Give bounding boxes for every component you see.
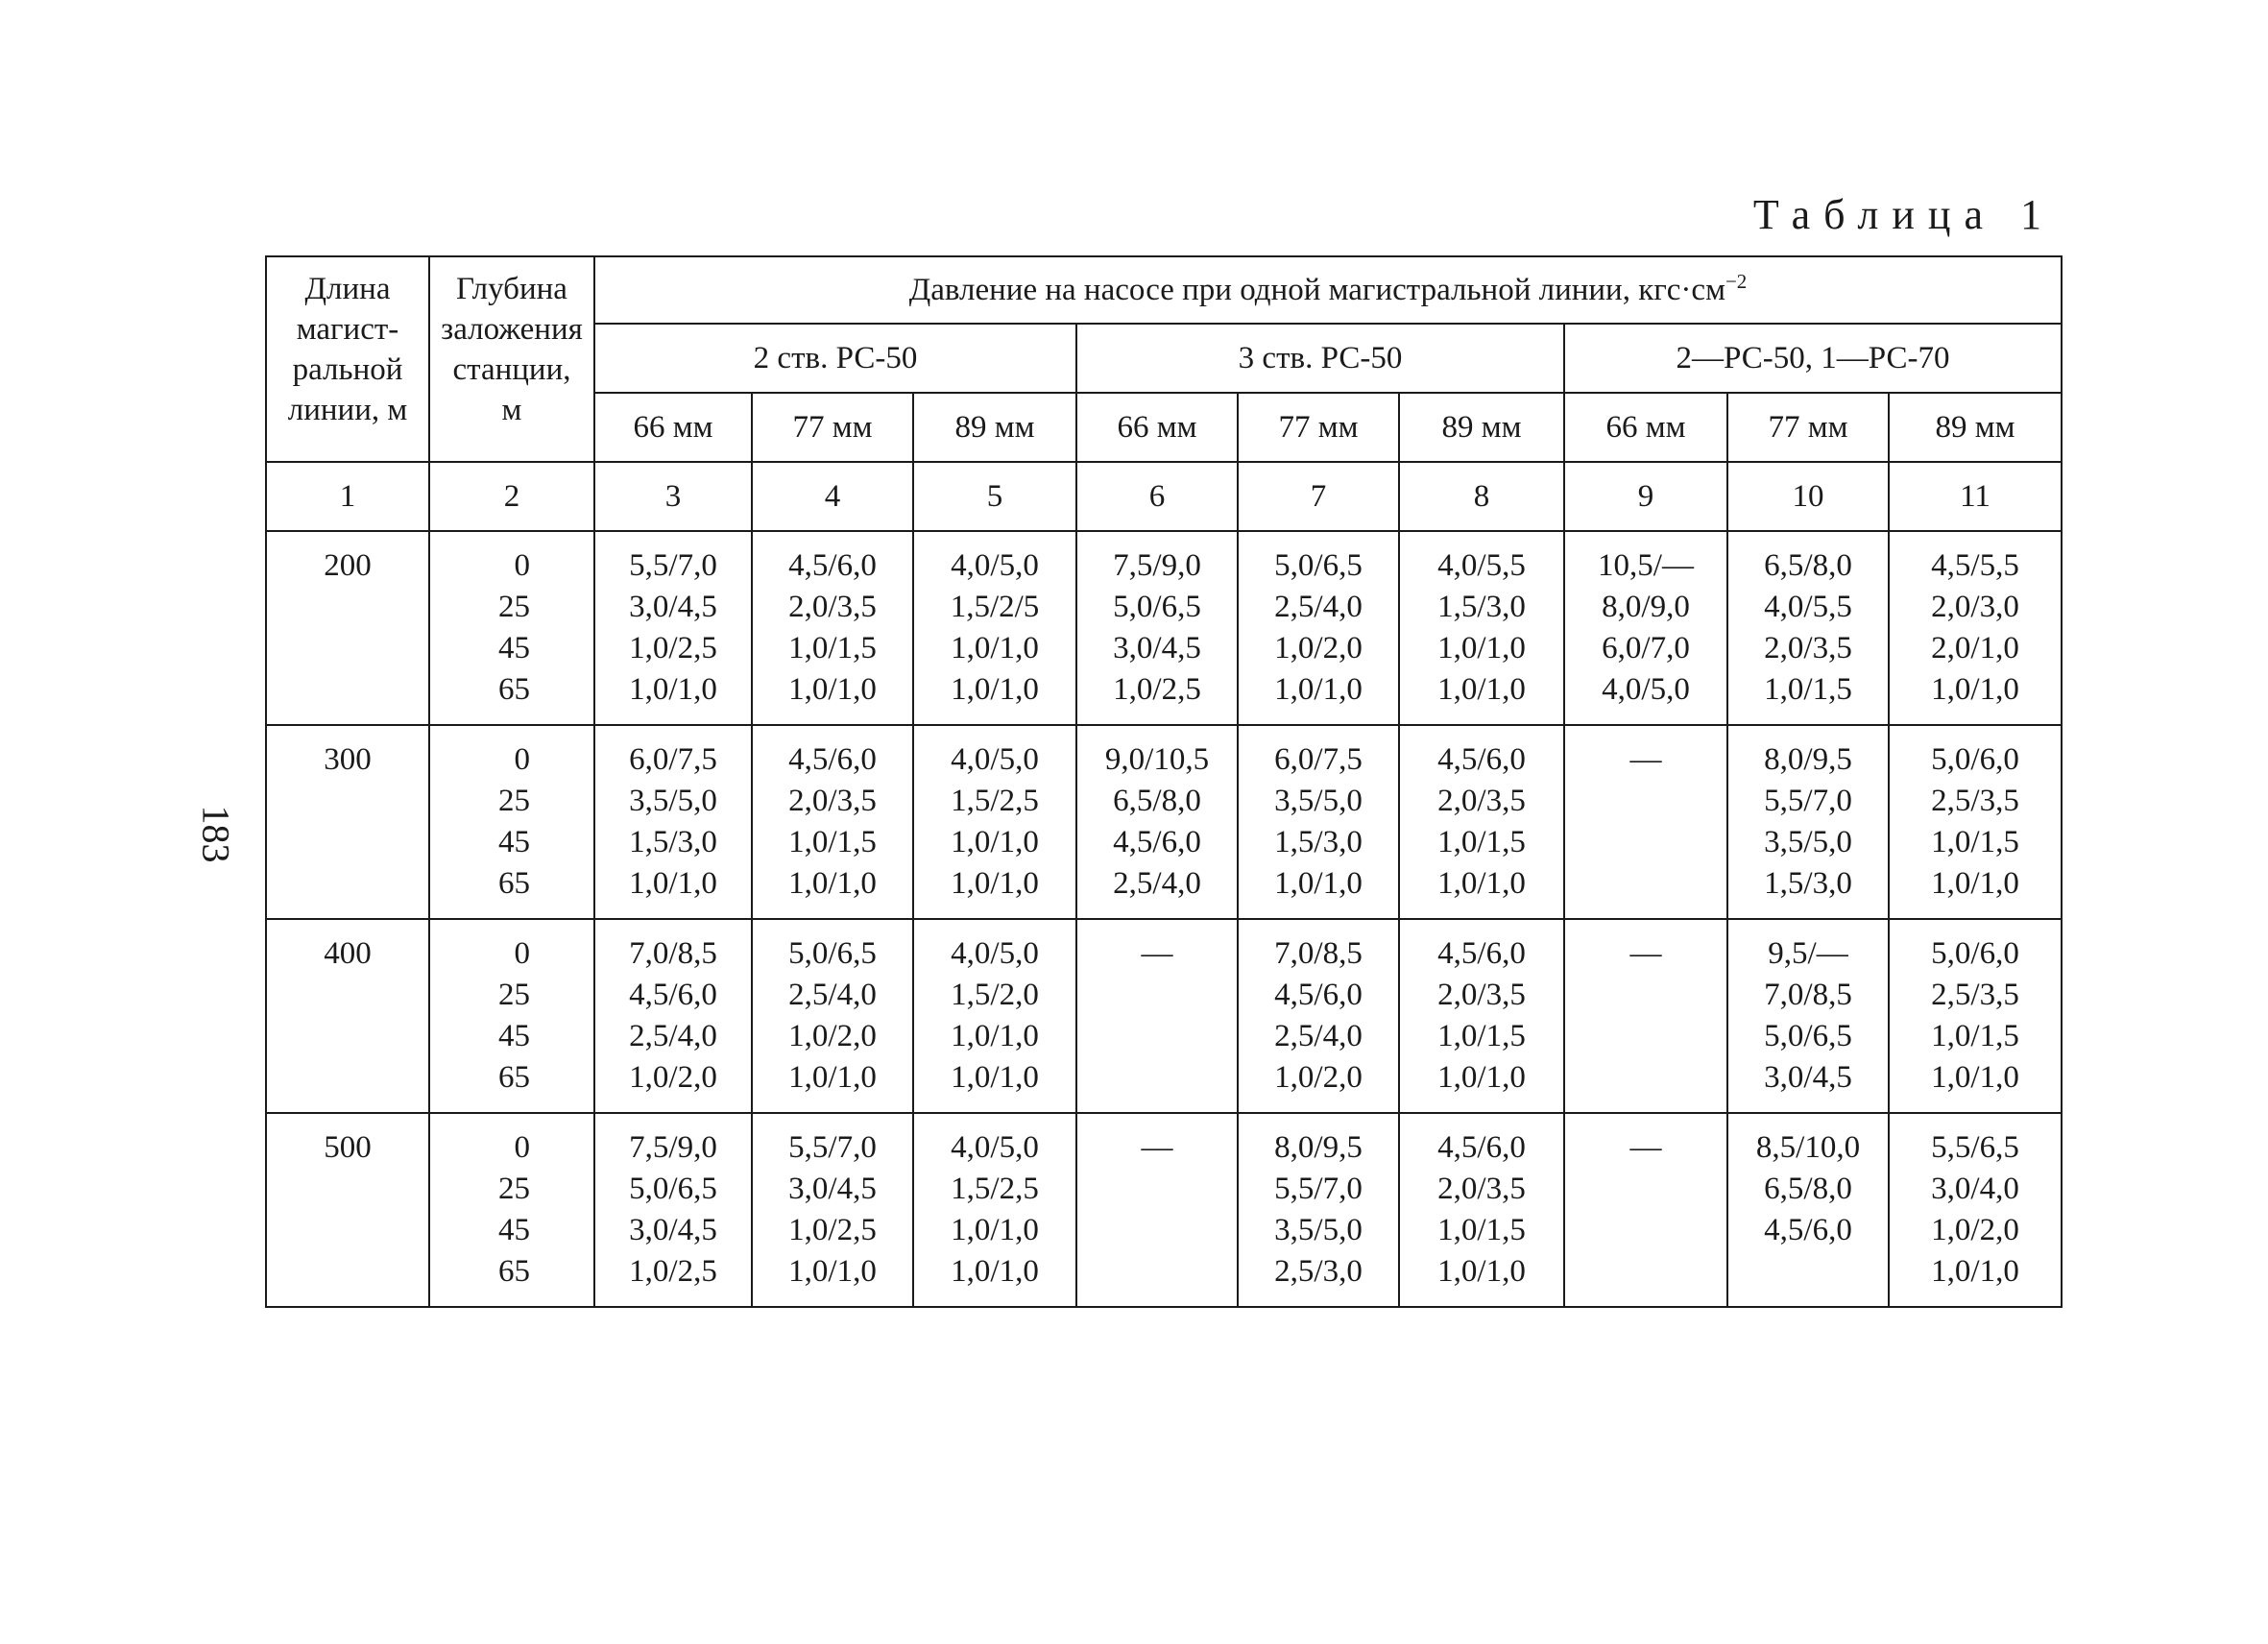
pressure-value: 1,0/1,0: [951, 866, 1039, 901]
header-depth-cell: [429, 256, 594, 462]
table-caption: Таблица 1: [1752, 191, 2055, 238]
pressure-value: 2,0/3,5: [788, 590, 877, 624]
pressure-value: 4,5/6,0: [629, 978, 717, 1012]
pressure-value: 7,5/9,0: [629, 1130, 717, 1165]
page-number: 183: [194, 805, 238, 863]
pressure-value: 2,5/3,5: [1931, 784, 2019, 818]
pressure-cell: [594, 725, 752, 919]
length-cell: [266, 919, 429, 1113]
pressure-cell: [913, 919, 1076, 1113]
pressure-value: 4,5/6,0: [1113, 825, 1201, 859]
pressure-value: 3,0/4,5: [1764, 1060, 1852, 1095]
pressure-value: 7,0/8,5: [1764, 978, 1852, 1012]
pressure-value: 1,5/3,0: [1437, 590, 1526, 624]
depth-value: 25: [498, 590, 530, 624]
pressure-value: 6,0/7,0: [1602, 631, 1690, 665]
pressure-value: 5,0/6,5: [1274, 548, 1363, 583]
header-depth-line: заложения: [441, 312, 583, 347]
pressure-value: 1,0/2,5: [629, 631, 717, 665]
header-length-line: линии, м: [287, 393, 408, 427]
depth-value: 45: [498, 825, 530, 859]
depth-cell: [429, 725, 594, 919]
header-diameter-cell: 77 мм: [752, 393, 913, 462]
pressure-value: 5,0/6,0: [1931, 742, 2019, 777]
pressure-value: 5,0/6,5: [629, 1172, 717, 1206]
pressure-value: 1,0/1,0: [1437, 1254, 1526, 1289]
header-diameter-cell: 66 мм: [1076, 393, 1238, 462]
pressure-value: 2,5/3,0: [1274, 1254, 1363, 1289]
pressure-cell: [1399, 531, 1564, 725]
pressure-value: 2,5/4,0: [1113, 866, 1201, 901]
header-length-line: Длина: [304, 272, 391, 306]
pressure-value: 1,0/1,5: [1931, 825, 2019, 859]
header-depth-line: Глубина: [456, 272, 567, 306]
pressure-value: 4,5/5,5: [1931, 548, 2019, 583]
pressure-value: 1,0/1,0: [1274, 672, 1363, 707]
pressure-value: 1,0/1,0: [951, 1254, 1039, 1289]
pressure-value: 1,0/2,0: [1931, 1213, 2019, 1247]
depth-value: 45: [498, 1019, 530, 1053]
pressure-value: 1,0/1,0: [1437, 1060, 1526, 1095]
pressure-value: 1,0/1,0: [629, 672, 717, 707]
column-number-cell: 8: [1399, 462, 1564, 531]
pressure-value: 1,0/1,0: [951, 825, 1039, 859]
pressure-value: 1,0/1,0: [951, 631, 1039, 665]
pressure-value: 2,0/3,0: [1931, 590, 2019, 624]
pressure-cell: [1399, 1113, 1564, 1307]
pressure-value: 3,5/5,0: [1764, 825, 1852, 859]
pressure-cell: [1076, 531, 1238, 725]
pressure-value: 1,0/2,0: [1274, 631, 1363, 665]
pressure-value: 8,0/9,5: [1274, 1130, 1363, 1165]
length-cell: [266, 725, 429, 919]
pressure-value: 2,5/4,0: [1274, 590, 1363, 624]
pressure-value: 3,5/5,0: [1274, 784, 1363, 818]
header-diameter-cell: 89 мм: [913, 393, 1076, 462]
depth-value: 0: [514, 548, 530, 583]
pressure-value: 8,5/10,0: [1755, 1130, 1861, 1165]
depth-value: 25: [498, 784, 530, 818]
pressure-value: 3,0/4,5: [788, 1172, 877, 1206]
pressure-value: 5,0/6,5: [788, 936, 877, 971]
pressure-value: 1,0/1,0: [788, 1254, 877, 1289]
pressure-value: 6,5/8,0: [1764, 548, 1852, 583]
pressure-value: 4,5/6,0: [1437, 936, 1526, 971]
header-length-cell: [266, 256, 429, 462]
pressure-value: 1,0/1,0: [1437, 631, 1526, 665]
pressure-value: 2,5/4,0: [1274, 1019, 1363, 1053]
pressure-cell: [1889, 531, 2062, 725]
pressure-value: 1,0/1,5: [1437, 1019, 1526, 1053]
pressure-value: 3,0/4,5: [629, 1213, 717, 1247]
column-number-row: [266, 462, 2062, 531]
pressure-value: 8,0/9,0: [1602, 590, 1690, 624]
pressure-value: 5,5/7,0: [1274, 1172, 1363, 1206]
pressure-value: 1,5/2,5: [951, 784, 1039, 818]
pressure-value: 1,0/1,0: [1931, 866, 2019, 901]
pressure-cell: [1564, 1113, 1727, 1307]
pressure-value: 1,0/2,5: [1113, 672, 1201, 707]
depth-value: 25: [498, 978, 530, 1012]
pressure-value: 7,0/8,5: [1274, 936, 1363, 971]
pressure-value: 5,0/6,5: [1113, 590, 1201, 624]
pressure-value: 4,0/5,0: [951, 742, 1039, 777]
pressure-value: 1,0/2,5: [629, 1254, 717, 1289]
table-row: [266, 531, 2062, 725]
header-group-2: 3 ств. РС-50: [1076, 324, 1564, 393]
pressure-value: 4,5/6,0: [788, 548, 877, 583]
pressure-value: 2,5/4,0: [788, 978, 877, 1012]
depth-value: 65: [498, 1060, 530, 1095]
pressure-cell: [1238, 725, 1399, 919]
pressure-value: 1,0/1,0: [951, 672, 1039, 707]
pressure-value: 3,5/5,0: [629, 784, 717, 818]
pressure-value: —: [1141, 936, 1173, 971]
pressure-value: 1,5/2,5: [951, 1172, 1039, 1206]
pressure-value: 2,0/3,5: [1764, 631, 1852, 665]
pressure-cell: [1399, 725, 1564, 919]
pressure-cell: [1238, 531, 1399, 725]
pressure-value: 1,0/1,0: [1931, 1060, 2019, 1095]
header-pressure-unit-exp: −2: [1725, 270, 1748, 293]
depth-cell: [429, 1113, 594, 1307]
depth-value: 65: [498, 866, 530, 901]
header-pressure-cell: [594, 256, 2062, 324]
column-number-cell: 4: [752, 462, 913, 531]
pressure-value: 3,0/4,5: [629, 590, 717, 624]
pressure-value: 1,0/1,0: [1931, 1254, 2019, 1289]
pressure-cell: [1076, 1113, 1238, 1307]
pressure-value: 1,0/1,0: [951, 1060, 1039, 1095]
header-pressure-title: Давление на насосе при одной магистральной линии, кгс·см: [908, 273, 1725, 307]
pressure-value: 1,0/2,0: [788, 1019, 877, 1053]
pressure-value: 1,0/2,0: [1274, 1060, 1363, 1095]
pressure-cell: [1564, 531, 1727, 725]
header-diameter-cell: 89 мм: [1399, 393, 1564, 462]
pressure-cell: [913, 1113, 1076, 1307]
pressure-cell: [1076, 919, 1238, 1113]
depth-cell: [429, 919, 594, 1113]
pressure-value: 4,0/5,0: [951, 936, 1039, 971]
column-number-cell: 3: [594, 462, 752, 531]
pressure-cell: [1727, 1113, 1889, 1307]
pressure-value: 4,5/6,0: [1437, 1130, 1526, 1165]
pressure-cell: [594, 1113, 752, 1307]
pressure-value: 1,0/1,0: [1437, 866, 1526, 901]
pressure-value: 1,0/1,5: [788, 631, 877, 665]
pressure-cell: [1564, 725, 1727, 919]
pressure-value: 9,0/10,5: [1104, 742, 1210, 777]
column-number-cell: 2: [429, 462, 594, 531]
length-value: 200: [324, 548, 372, 583]
table-row: [266, 1113, 2062, 1307]
pressure-cell: [913, 725, 1076, 919]
header-depth-line: станции,: [452, 352, 571, 387]
length-cell: [266, 531, 429, 725]
pressure-value: 2,0/3,5: [788, 784, 877, 818]
pressure-value: 4,0/5,0: [951, 548, 1039, 583]
pressure-value: 1,5/3,0: [1274, 825, 1363, 859]
pressure-value: 1,0/1,5: [1931, 1019, 2019, 1053]
pressure-value: 5,5/6,5: [1931, 1130, 2019, 1165]
pressure-value: —: [1629, 936, 1662, 971]
pressure-value: 2,0/3,5: [1437, 784, 1526, 818]
depth-value: 0: [514, 742, 530, 777]
length-value: 400: [324, 936, 372, 971]
pressure-value: 6,5/8,0: [1764, 1172, 1852, 1206]
pressure-value: 1,0/1,0: [1931, 672, 2019, 707]
pressure-cell: [594, 919, 752, 1113]
pressure-value: 3,5/5,0: [1274, 1213, 1363, 1247]
column-number-cell: 6: [1076, 462, 1238, 531]
length-value: 500: [324, 1130, 372, 1165]
pressure-value: 1,0/1,0: [629, 866, 717, 901]
depth-value: 0: [514, 936, 530, 971]
pressure-value: 1,5/2,0: [951, 978, 1039, 1012]
header-diameter-cell: 77 мм: [1238, 393, 1399, 462]
pressure-value: 4,5/6,0: [1437, 742, 1526, 777]
pressure-value: 2,5/4,0: [629, 1019, 717, 1053]
pressure-value: 6,0/7,5: [629, 742, 717, 777]
pressure-cell: [1889, 919, 2062, 1113]
column-number-cell: 9: [1564, 462, 1727, 531]
column-number-cell: 7: [1238, 462, 1399, 531]
pressure-cell: [752, 1113, 913, 1307]
pressure-cell: [1889, 725, 2062, 919]
pressure-value: 5,5/7,0: [629, 548, 717, 583]
header-diameter-cell: 77 мм: [1727, 393, 1889, 462]
header-diameter-cell: 89 мм: [1889, 393, 2062, 462]
pressure-cell: [1238, 919, 1399, 1113]
pressure-cell: [1399, 919, 1564, 1113]
pressure-value: 9,5/—: [1768, 936, 1848, 971]
pressure-value: 1,0/1,0: [788, 1060, 877, 1095]
column-number-cell: 10: [1727, 462, 1889, 531]
pressure-value: 1,5/3,0: [1764, 866, 1852, 901]
header-group-3: 2—РС-50, 1—РС-70: [1564, 324, 2062, 393]
pressure-value: 4,0/5,0: [1602, 672, 1690, 707]
pressure-value: 1,0/1,0: [951, 1213, 1039, 1247]
pressure-value: 1,0/1,0: [1437, 672, 1526, 707]
pressure-value: 4,5/6,0: [1274, 978, 1363, 1012]
header-group-1: 2 ств. РС-50: [594, 324, 1076, 393]
pressure-value: 2,0/1,0: [1931, 631, 2019, 665]
pressure-value: 1,0/1,5: [788, 825, 877, 859]
pressure-value: 6,0/7,5: [1274, 742, 1363, 777]
pressure-cell: [1889, 1113, 2062, 1307]
pressure-value: 2,5/3,5: [1931, 978, 2019, 1012]
depth-value: 0: [514, 1130, 530, 1165]
pressure-value: 1,0/1,0: [951, 1019, 1039, 1053]
pressure-value: 1,0/1,0: [788, 672, 877, 707]
pressure-value: 2,0/3,5: [1437, 1172, 1526, 1206]
pressure-value: 1,0/2,5: [788, 1213, 877, 1247]
pressure-value: —: [1141, 1130, 1173, 1165]
table-row: [266, 919, 2062, 1113]
pressure-value: 4,5/6,0: [1764, 1213, 1852, 1247]
pressure-cell: [752, 531, 913, 725]
length-value: 300: [324, 742, 372, 777]
header-diameter-cell: 66 мм: [1564, 393, 1727, 462]
pressure-value: 5,0/6,0: [1931, 936, 2019, 971]
pressure-value: 1,0/2,0: [629, 1060, 717, 1095]
pressure-value: 1,0/1,0: [788, 866, 877, 901]
pressure-value: 8,0/9,5: [1764, 742, 1852, 777]
depth-value: 65: [498, 1254, 530, 1289]
pressure-value: —: [1629, 1130, 1662, 1165]
pressure-cell: [1564, 919, 1727, 1113]
pressure-cell: [1076, 725, 1238, 919]
pressure-value: 4,0/5,5: [1437, 548, 1526, 583]
pressure-value: 4,0/5,5: [1764, 590, 1852, 624]
pressure-cell: [913, 531, 1076, 725]
column-number-cell: 11: [1889, 462, 2062, 531]
pressure-value: 7,0/8,5: [629, 936, 717, 971]
pressure-value: 6,5/8,0: [1113, 784, 1201, 818]
depth-value: 45: [498, 1213, 530, 1247]
pressure-value: 1,0/1,5: [1437, 1213, 1526, 1247]
pressure-cell: [1727, 531, 1889, 725]
pressure-value: 1,0/1,5: [1437, 825, 1526, 859]
depth-cell: [429, 531, 594, 725]
pressure-value: 4,0/5,0: [951, 1130, 1039, 1165]
pressure-value: 1,0/1,0: [1274, 866, 1363, 901]
pressure-cell: [594, 531, 752, 725]
pressure-cell: [1727, 919, 1889, 1113]
column-number-cell: 5: [913, 462, 1076, 531]
pressure-value: —: [1629, 742, 1662, 777]
table-row: [266, 725, 2062, 919]
pressure-value: 4,5/6,0: [788, 742, 877, 777]
length-cell: [266, 1113, 429, 1307]
depth-value: 65: [498, 672, 530, 707]
pressure-cell: [1727, 725, 1889, 919]
header-diameter-cell: 66 мм: [594, 393, 752, 462]
pressure-value: 7,5/9,0: [1113, 548, 1201, 583]
pressure-value: 5,5/7,0: [788, 1130, 877, 1165]
pressure-value: 5,0/6,5: [1764, 1019, 1852, 1053]
pressure-value: 2,0/3,5: [1437, 978, 1526, 1012]
pressure-value: 1,5/3,0: [629, 825, 717, 859]
depth-value: 25: [498, 1172, 530, 1206]
pressure-value: 1,5/2/5: [950, 590, 1040, 624]
pressure-table: [265, 255, 2063, 1308]
table-body: [266, 531, 2062, 1307]
depth-value: 45: [498, 631, 530, 665]
header-length-line: магист-: [296, 312, 399, 347]
pressure-cell: [752, 919, 913, 1113]
pressure-value: 3,0/4,0: [1931, 1172, 2019, 1206]
pressure-value: 10,5/—: [1598, 548, 1694, 583]
pressure-value: 1,0/1,5: [1764, 672, 1852, 707]
column-number-cell: 1: [266, 462, 429, 531]
pressure-cell: [752, 725, 913, 919]
header-length-line: ральной: [292, 352, 403, 387]
pressure-value: 3,0/4,5: [1113, 631, 1201, 665]
pressure-cell: [1238, 1113, 1399, 1307]
pressure-value: 5,5/7,0: [1764, 784, 1852, 818]
header-depth-line: м: [501, 393, 522, 427]
